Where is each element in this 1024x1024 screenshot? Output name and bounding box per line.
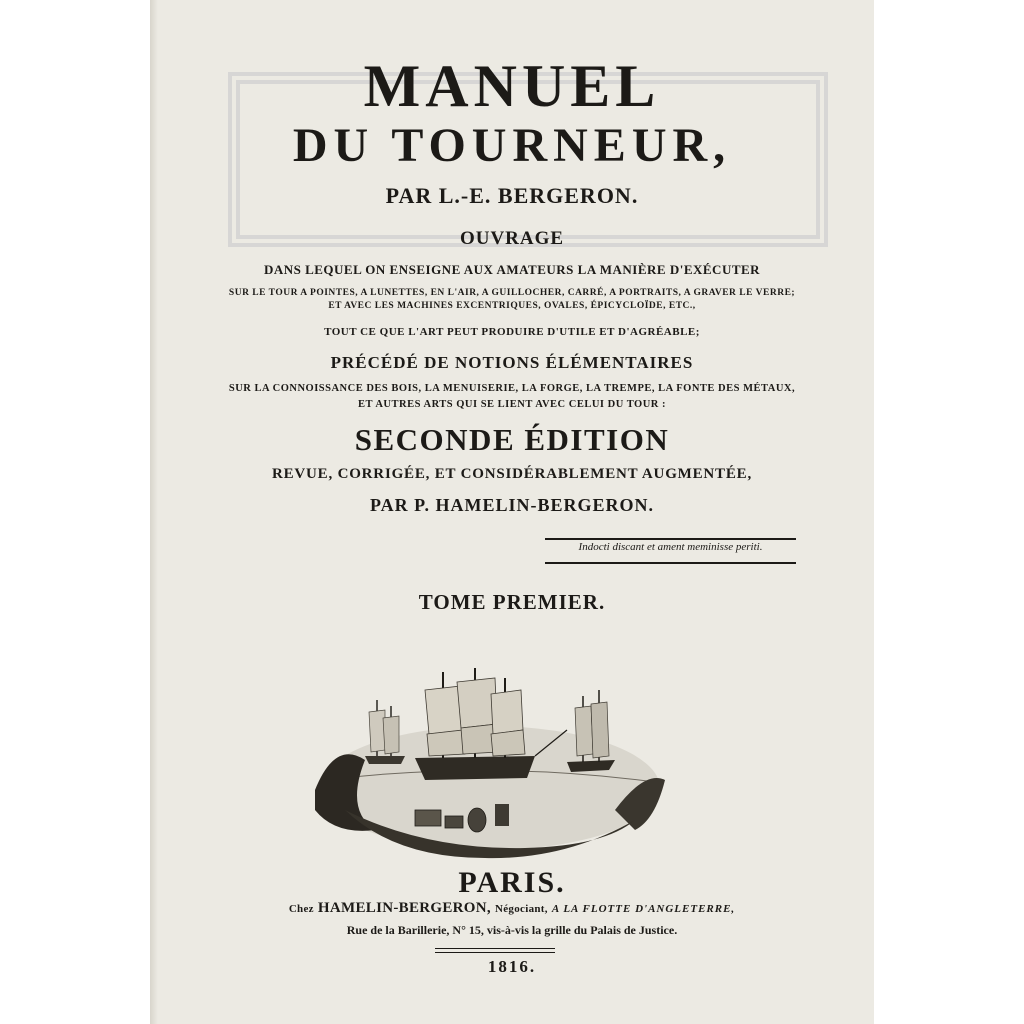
imprint-role: Négociant, — [495, 903, 548, 915]
imprint-rule — [435, 948, 555, 953]
ship-vignette-image — [305, 660, 675, 860]
epigraph-rule-bottom — [545, 562, 796, 564]
imprint-line — [150, 900, 874, 917]
epigraph: Indocti discant et ament meminisse periti. — [578, 541, 763, 553]
author-line: PAR L.-E. BERGERON. — [385, 183, 639, 208]
description-line-2: SUR LE TOUR A POINTES, A LUNETTES, EN L'AIR, A GUILLOCHER, CARRÉ, A PORTRAITS, A GRAVER LE VERRE; — [228, 288, 796, 298]
work-label: OUVRAGE — [459, 228, 565, 249]
description-line-5: PRÉCÉDÉ DE NOTIONS ÉLÉMENTAIRES — [330, 353, 694, 372]
title-line-2: DU TOURNEUR, — [292, 119, 732, 172]
description-line-1: DANS LEQUEL ON ENSEIGNE AUX AMATEURS LA MANIÈRE D'EXÉCUTER — [263, 262, 761, 277]
imprint-address: Rue de la Barillerie, N° 15, vis-à-vis la grille du Palais de Justice. — [346, 923, 678, 937]
volume-line: TOME PREMIER. — [418, 590, 606, 614]
edition-heading: SECONDE ÉDITION — [354, 422, 670, 457]
edition-note: REVUE, CORRIGÉE, ET CONSIDÉRABLEMENT AUGMENTÉE, — [271, 466, 753, 482]
title-line-1: MANUEL — [363, 53, 661, 119]
title-page — [150, 0, 874, 1024]
city-line: PARIS. — [458, 866, 566, 899]
imprint-chez: Chez — [288, 903, 314, 915]
editor-line: PAR P. HAMELIN-BERGERON. — [369, 495, 654, 515]
description-line-4: TOUT CE QUE L'ART PEUT PRODUIRE D'UTILE ET D'AGRÉABLE; — [324, 326, 700, 338]
epigraph-rule-top — [545, 538, 796, 540]
description-line-7: ET AUTRES ARTS QUI SE LIENT AVEC CELUI DU TOUR : — [357, 399, 666, 410]
year-line: 1816. — [487, 957, 537, 976]
imprint-publisher: HAMELIN-BERGERON, — [317, 900, 491, 916]
description-line-6: SUR LA CONNOISSANCE DES BOIS, LA MENUISERIE, LA FORGE, LA TREMPE, LA FONTE DES MÉTAUX, — [228, 383, 796, 394]
imprint-sign: A LA FLOTTE D'ANGLETERRE, — [551, 903, 736, 915]
description-line-3: ET AVEC LES MACHINES EXCENTRIQUES, OVALES, ÉPICYCLOÏDE, ETC., — [328, 301, 696, 311]
